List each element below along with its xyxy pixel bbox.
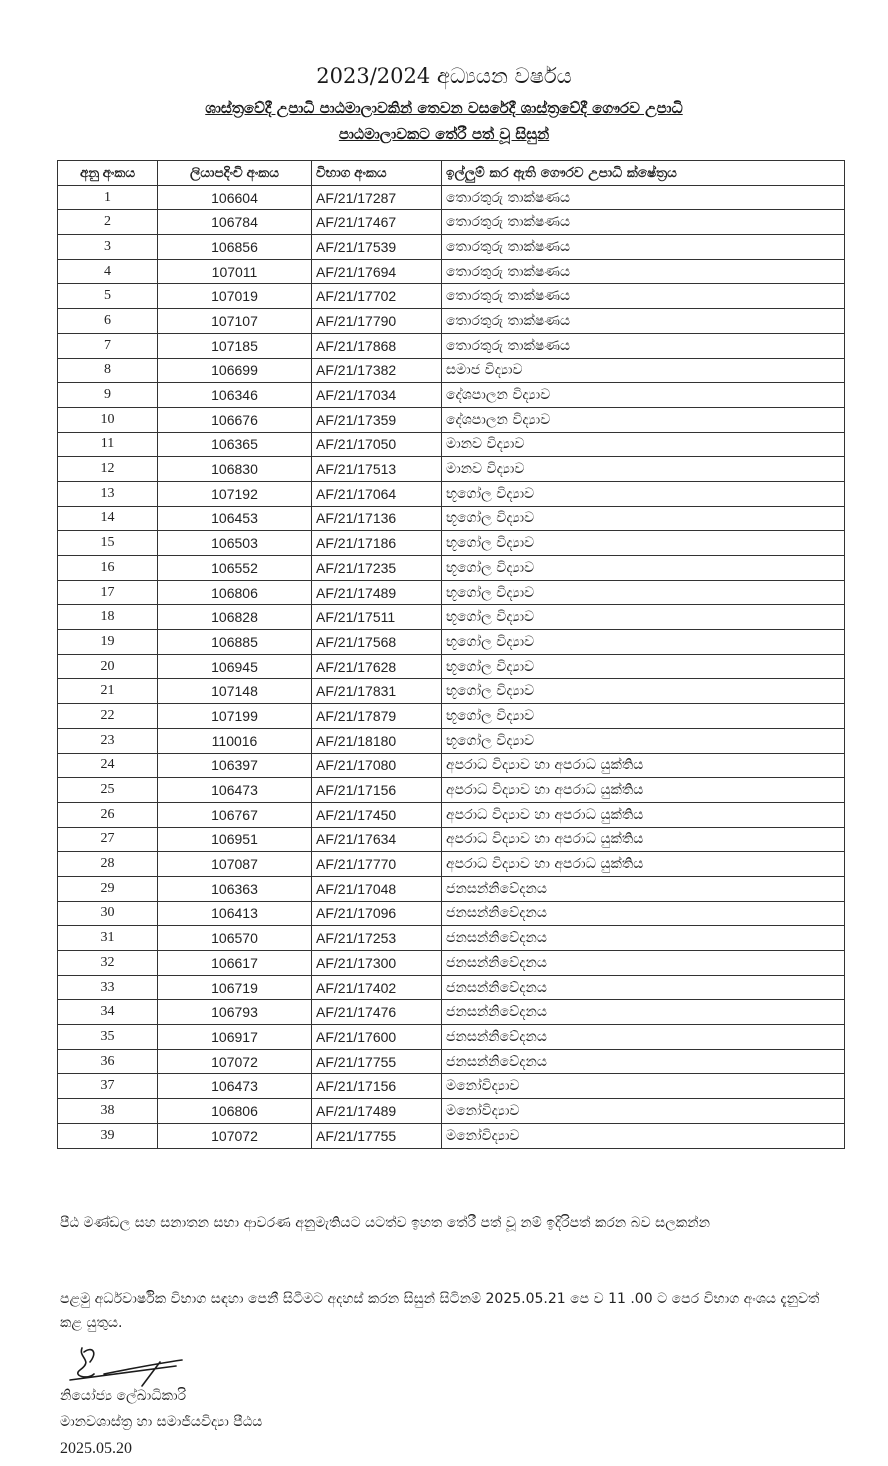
- table-row: [58, 556, 845, 581]
- cell-index-number: AF/21/17402: [312, 975, 442, 1000]
- cell-honours-field: අපරාධ විද්‍යාව හා අපරාධ යුක්තිය: [442, 827, 845, 852]
- cell-honours-field: ජනසන්නිවේදනය: [442, 1025, 845, 1050]
- cell-index-number: AF/21/17868: [312, 333, 442, 358]
- cell-serial: 14: [58, 506, 158, 531]
- cell-serial: 27: [58, 827, 158, 852]
- cell-serial: 30: [58, 901, 158, 926]
- cell-registration-number: 107192: [158, 481, 312, 506]
- cell-honours-field: මානව විද්‍යාව: [442, 432, 845, 457]
- cell-serial: 15: [58, 531, 158, 556]
- cell-serial: 6: [58, 309, 158, 334]
- cell-index-number: AF/21/17080: [312, 753, 442, 778]
- cell-index-number: AF/21/17879: [312, 704, 442, 729]
- column-header-field: ඉල්ලුම් කර ඇති ගෞරව උපාධි ක්ෂේත්‍රය: [442, 161, 845, 186]
- signature: [64, 1340, 189, 1390]
- subtitle-line-2: පාඨමාලාවකට තේරී පත් වූ සිසුන්: [338, 125, 550, 143]
- cell-registration-number: 106951: [158, 827, 312, 852]
- cell-serial: 18: [58, 605, 158, 630]
- cell-index-number: AF/21/17702: [312, 284, 442, 309]
- cell-serial: 3: [58, 235, 158, 260]
- cell-serial: 19: [58, 630, 158, 655]
- cell-registration-number: 106570: [158, 926, 312, 951]
- cell-honours-field: සමාජ විද්‍යාව: [442, 358, 845, 383]
- cell-index-number: AF/21/17513: [312, 457, 442, 482]
- cell-serial: 38: [58, 1099, 158, 1124]
- cell-registration-number: 106604: [158, 185, 312, 210]
- cell-index-number: AF/21/17476: [312, 1000, 442, 1025]
- cell-index-number: AF/21/17790: [312, 309, 442, 334]
- cell-registration-number: 106793: [158, 1000, 312, 1025]
- cell-index-number: AF/21/17253: [312, 926, 442, 951]
- cell-honours-field: තොරතුරු තාක්ෂණය: [442, 309, 845, 334]
- cell-serial: 1: [58, 185, 158, 210]
- cell-registration-number: 106856: [158, 235, 312, 260]
- table-row: [58, 876, 845, 901]
- cell-honours-field: භූගෝල විද්‍යාව: [442, 630, 845, 655]
- cell-honours-field: අපරාධ විද්‍යාව හා අපරාධ යුක්තිය: [442, 753, 845, 778]
- approval-note: පීඨ මණ්ඩල සහ සනාතන සභා ආවරණ අනුමැතියට යටත්ව ඉහත තේරී පත් වූ නම් ඉදිරිපත් කරන බව සලකන්න: [60, 1215, 710, 1231]
- cell-honours-field: තොරතුරු තාක්ෂණය: [442, 210, 845, 235]
- cell-registration-number: 106473: [158, 1074, 312, 1099]
- cell-honours-field: භූගෝල විද්‍යාව: [442, 556, 845, 581]
- cell-serial: 26: [58, 802, 158, 827]
- cell-serial: 21: [58, 679, 158, 704]
- cell-registration-number: 106397: [158, 753, 312, 778]
- cell-index-number: AF/21/17359: [312, 407, 442, 432]
- cell-index-number: AF/21/17770: [312, 852, 442, 877]
- cell-honours-field: ජනසන්නිවේදනය: [442, 1000, 845, 1025]
- table-row: [58, 407, 845, 432]
- cell-index-number: AF/21/17382: [312, 358, 442, 383]
- cell-index-number: AF/21/17050: [312, 432, 442, 457]
- cell-serial: 29: [58, 876, 158, 901]
- table-row: [58, 852, 845, 877]
- cell-honours-field: තොරතුරු තාක්ෂණය: [442, 185, 845, 210]
- table-row: [58, 309, 845, 334]
- table-row: [58, 358, 845, 383]
- cell-registration-number: 110016: [158, 728, 312, 753]
- cell-registration-number: 106365: [158, 432, 312, 457]
- cell-index-number: AF/21/17600: [312, 1025, 442, 1050]
- selected-students-table: [57, 160, 845, 1149]
- cell-registration-number: 106828: [158, 605, 312, 630]
- cell-honours-field: තොරතුරු තාක්ෂණය: [442, 235, 845, 260]
- cell-honours-field: ජනසන්නිවේදනය: [442, 901, 845, 926]
- cell-honours-field: දේශපාලන විද්‍යාව: [442, 383, 845, 408]
- cell-index-number: AF/21/17096: [312, 901, 442, 926]
- cell-honours-field: තොරතුරු තාක්ෂණය: [442, 259, 845, 284]
- cell-serial: 7: [58, 333, 158, 358]
- cell-registration-number: 106767: [158, 802, 312, 827]
- cell-index-number: AF/21/17287: [312, 185, 442, 210]
- cell-registration-number: 106784: [158, 210, 312, 235]
- cell-serial: 35: [58, 1025, 158, 1050]
- table-row: [58, 383, 845, 408]
- exam-note: පළමු අර්ධවාර්ෂික විභාග සඳහා පෙනී සිටීමට අදහස් කරන සිසුන් සිටිනම් 2025.05.21 පෙ ව 11 .00 ට පෙර විභාග අංශය දැනුවත් කළ යුතුය.: [60, 1291, 820, 1331]
- table-row: [58, 975, 845, 1000]
- cell-honours-field: මනෝවිද්‍යාව: [442, 1099, 845, 1124]
- cell-serial: 28: [58, 852, 158, 877]
- cell-serial: 9: [58, 383, 158, 408]
- cell-registration-number: 106806: [158, 1099, 312, 1124]
- table-row: [58, 1123, 845, 1148]
- cell-honours-field: මනෝවිද්‍යාව: [442, 1074, 845, 1099]
- subtitle-line-1: ශාස්ත්‍රවේදී උපාධි පාඨමාලාවකින් තෙවන වසරේදී ශාස්ත්‍රවේදී ගෞරව උපාධි: [205, 99, 683, 117]
- cell-registration-number: 106917: [158, 1025, 312, 1050]
- table-row: [58, 1049, 845, 1074]
- cell-honours-field: භූගෝල විද්‍යාව: [442, 605, 845, 630]
- cell-registration-number: 106885: [158, 630, 312, 655]
- table-row: [58, 630, 845, 655]
- cell-honours-field: ජනසන්නිවේදනය: [442, 1049, 845, 1074]
- cell-registration-number: 106676: [158, 407, 312, 432]
- cell-serial: 23: [58, 728, 158, 753]
- table-row: [58, 235, 845, 260]
- table-row: [58, 506, 845, 531]
- cell-registration-number: 106453: [158, 506, 312, 531]
- cell-honours-field: අපරාධ විද්‍යාව හා අපරාධ යුක්තිය: [442, 802, 845, 827]
- cell-registration-number: 107072: [158, 1123, 312, 1148]
- cell-registration-number: 107185: [158, 333, 312, 358]
- cell-registration-number: 107072: [158, 1049, 312, 1074]
- cell-registration-number: 106503: [158, 531, 312, 556]
- cell-registration-number: 106617: [158, 951, 312, 976]
- cell-serial: 12: [58, 457, 158, 482]
- column-header-index: විභාග අංකය: [312, 161, 442, 186]
- cell-registration-number: 106699: [158, 358, 312, 383]
- cell-serial: 37: [58, 1074, 158, 1099]
- cell-index-number: AF/21/17489: [312, 580, 442, 605]
- table-body: [58, 185, 845, 1148]
- cell-index-number: AF/21/17034: [312, 383, 442, 408]
- cell-serial: 2: [58, 210, 158, 235]
- cell-index-number: AF/21/17755: [312, 1123, 442, 1148]
- page-title: 2023/2024 අධ්‍යයන වර්ෂය: [316, 64, 572, 88]
- cell-honours-field: භූගෝල විද්‍යාව: [442, 679, 845, 704]
- cell-index-number: AF/21/17136: [312, 506, 442, 531]
- cell-serial: 25: [58, 778, 158, 803]
- table-row: [58, 753, 845, 778]
- cell-honours-field: භූගෝල විද්‍යාව: [442, 654, 845, 679]
- table-row: [58, 531, 845, 556]
- cell-index-number: AF/21/17450: [312, 802, 442, 827]
- cell-index-number: AF/21/17156: [312, 778, 442, 803]
- cell-registration-number: 107019: [158, 284, 312, 309]
- cell-index-number: AF/21/18180: [312, 728, 442, 753]
- table-row: [58, 580, 845, 605]
- cell-index-number: AF/21/17634: [312, 827, 442, 852]
- signatory-designation: නියෝජ්‍ය ලේඛාධිකාරි: [60, 1388, 187, 1404]
- cell-honours-field: තොරතුරු තාක්ෂණය: [442, 333, 845, 358]
- cell-registration-number: 107148: [158, 679, 312, 704]
- table-row: [58, 1099, 845, 1124]
- table-row: [58, 704, 845, 729]
- cell-registration-number: 107087: [158, 852, 312, 877]
- cell-registration-number: 107107: [158, 309, 312, 334]
- faculty-name: මානවශාස්ත්‍ර හා සමාජීයවිද්‍යා පීඨය: [60, 1414, 263, 1430]
- cell-registration-number: 106413: [158, 901, 312, 926]
- table-row: [58, 926, 845, 951]
- table-row: [58, 457, 845, 482]
- column-header-registration: ලියාපදිංචි අංකය: [158, 161, 312, 186]
- table-row: [58, 654, 845, 679]
- cell-serial: 24: [58, 753, 158, 778]
- cell-index-number: AF/21/17064: [312, 481, 442, 506]
- table-row: [58, 259, 845, 284]
- cell-honours-field: ජනසන්නිවේදනය: [442, 876, 845, 901]
- cell-honours-field: දේශපාලන විද්‍යාව: [442, 407, 845, 432]
- cell-index-number: AF/21/17539: [312, 235, 442, 260]
- cell-index-number: AF/21/17489: [312, 1099, 442, 1124]
- cell-registration-number: 106719: [158, 975, 312, 1000]
- signoff-date: 2025.05.20: [60, 1440, 132, 1457]
- table-header-row: [58, 161, 845, 186]
- table-row: [58, 951, 845, 976]
- table-row: [58, 210, 845, 235]
- cell-honours-field: භූගෝල විද්‍යාව: [442, 580, 845, 605]
- cell-honours-field: ජනසන්නිවේදනය: [442, 975, 845, 1000]
- cell-serial: 8: [58, 358, 158, 383]
- cell-index-number: AF/21/17628: [312, 654, 442, 679]
- cell-index-number: AF/21/17755: [312, 1049, 442, 1074]
- cell-serial: 16: [58, 556, 158, 581]
- table-row: [58, 1074, 845, 1099]
- cell-index-number: AF/21/17511: [312, 605, 442, 630]
- cell-serial: 32: [58, 951, 158, 976]
- table-row: [58, 1025, 845, 1050]
- cell-serial: 13: [58, 481, 158, 506]
- column-header-serial: අනු අංකය: [58, 161, 158, 186]
- cell-serial: 34: [58, 1000, 158, 1025]
- cell-index-number: AF/21/17156: [312, 1074, 442, 1099]
- table-row: [58, 802, 845, 827]
- cell-registration-number: 106346: [158, 383, 312, 408]
- cell-serial: 33: [58, 975, 158, 1000]
- table-row: [58, 481, 845, 506]
- cell-serial: 11: [58, 432, 158, 457]
- cell-serial: 17: [58, 580, 158, 605]
- table-row: [58, 1000, 845, 1025]
- cell-honours-field: භූගෝල විද්‍යාව: [442, 506, 845, 531]
- cell-serial: 10: [58, 407, 158, 432]
- cell-honours-field: භූගෝල විද්‍යාව: [442, 704, 845, 729]
- cell-serial: 39: [58, 1123, 158, 1148]
- table-row: [58, 333, 845, 358]
- cell-serial: 20: [58, 654, 158, 679]
- cell-serial: 22: [58, 704, 158, 729]
- cell-index-number: AF/21/17568: [312, 630, 442, 655]
- cell-index-number: AF/21/17048: [312, 876, 442, 901]
- table-row: [58, 185, 845, 210]
- table-row: [58, 432, 845, 457]
- cell-index-number: AF/21/17235: [312, 556, 442, 581]
- table-row: [58, 827, 845, 852]
- cell-registration-number: 106945: [158, 654, 312, 679]
- cell-serial: 36: [58, 1049, 158, 1074]
- cell-registration-number: 106830: [158, 457, 312, 482]
- cell-honours-field: මනෝවිද්‍යාව: [442, 1123, 845, 1148]
- table-row: [58, 605, 845, 630]
- cell-index-number: AF/21/17186: [312, 531, 442, 556]
- cell-serial: 4: [58, 259, 158, 284]
- table-row: [58, 778, 845, 803]
- cell-honours-field: අපරාධ විද්‍යාව හා අපරාධ යුක්තිය: [442, 778, 845, 803]
- cell-registration-number: 106473: [158, 778, 312, 803]
- cell-registration-number: 107011: [158, 259, 312, 284]
- cell-honours-field: තොරතුරු තාක්ෂණය: [442, 284, 845, 309]
- cell-registration-number: 106806: [158, 580, 312, 605]
- table-row: [58, 679, 845, 704]
- cell-honours-field: භූගෝල විද්‍යාව: [442, 728, 845, 753]
- cell-honours-field: භූගෝල විද්‍යාව: [442, 481, 845, 506]
- cell-serial: 5: [58, 284, 158, 309]
- table-row: [58, 728, 845, 753]
- cell-honours-field: මානව විද්‍යාව: [442, 457, 845, 482]
- cell-honours-field: ජනසන්නිවේදනය: [442, 926, 845, 951]
- cell-index-number: AF/21/17694: [312, 259, 442, 284]
- cell-index-number: AF/21/17300: [312, 951, 442, 976]
- table-row: [58, 901, 845, 926]
- cell-registration-number: 107199: [158, 704, 312, 729]
- cell-honours-field: අපරාධ විද්‍යාව හා අපරාධ යුක්තිය: [442, 852, 845, 877]
- cell-index-number: AF/21/17467: [312, 210, 442, 235]
- cell-index-number: AF/21/17831: [312, 679, 442, 704]
- cell-serial: 31: [58, 926, 158, 951]
- cell-registration-number: 106552: [158, 556, 312, 581]
- cell-honours-field: භූගෝල විද්‍යාව: [442, 531, 845, 556]
- cell-honours-field: ජනසන්නිවේදනය: [442, 951, 845, 976]
- cell-registration-number: 106363: [158, 876, 312, 901]
- table-row: [58, 284, 845, 309]
